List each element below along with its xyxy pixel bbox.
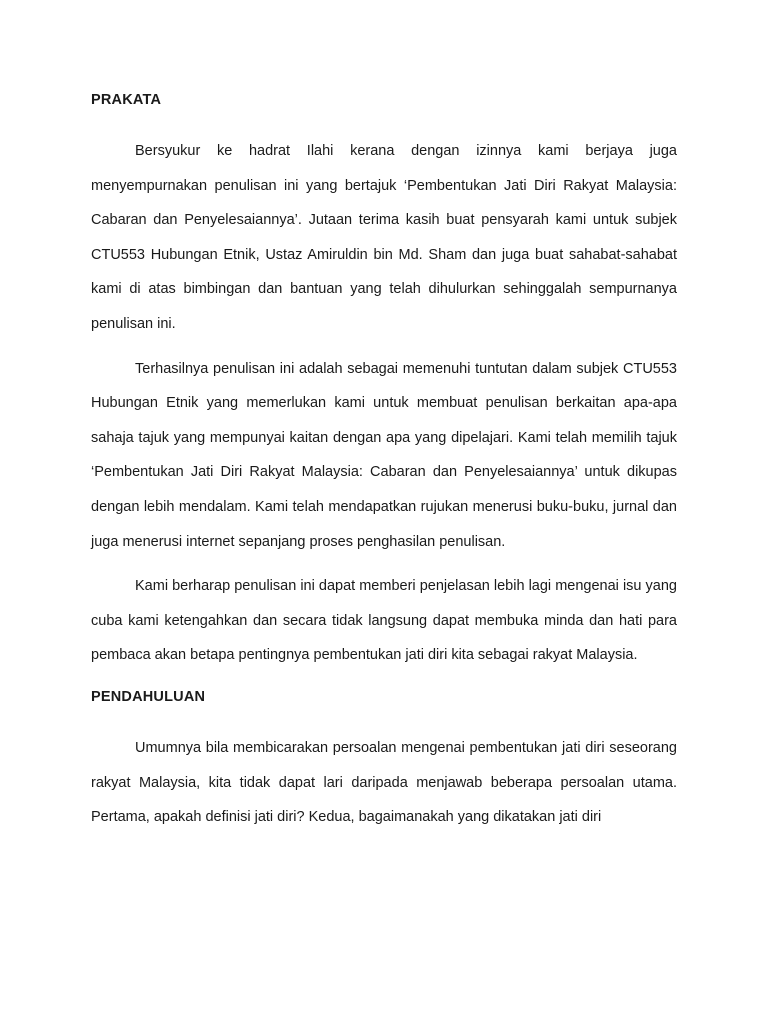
document-body — [91, 88, 677, 835]
paragraph-pendahuluan-1: Umumnya bila membicarakan persoalan mengenai pembentukan jati diri seseorang rakyat Malaysia, kita tidak dapat lari daripada menjawab beberapa persoalan utama. Pertama, apakah definisi jati diri? Kedua, bagaimanakah yang dikatakan jati diri — [91, 739, 677, 826]
paragraph-prakata-3: Kami berharap penulisan ini dapat memberi penjelasan lebih lagi mengenai isu yang cuba kami ketengahkan dan secara tidak langsung dapat membuka minda dan hati para pembaca akan betapa pentingnya pembentukan jati diri kita sebagai rakyat Malaysia. — [91, 578, 677, 664]
section-heading-pendahuluan: PENDAHULUAN — [91, 688, 206, 705]
section-heading-prakata: PRAKATA — [91, 92, 162, 108]
paragraph-prakata-1: Bersyukur ke hadrat Ilahi kerana dengan izinnya kami berjaya juga menyempurnakan penulisan ini yang bertajuk ‘Pembentukan Jati Diri Rakyat Malaysia: Cabaran dan Penyelesaiannya’. Jutaan terima kasih buat pensyarah kami untuk subjek CTU553 Hubungan Etnik, Ustaz Amiruldin bin Md. Sham dan juga buat sahabat-sahabat kami di atas bimbingan dan bantuan yang telah dihulurkan sehinggalah sempurnanya penulisan ini. — [91, 143, 677, 332]
paragraph-prakata-2: Terhasilnya penulisan ini adalah sebagai memenuhi tuntutan dalam subjek CTU553 Hubungan Etnik yang memerlukan kami untuk membuat penulisan berkaitan apa-apa sahaja tajuk yang mempunyai kaitan dengan apa yang dipelajari. Kami telah memilih tajuk ‘Pembentukan Jati Diri Rakyat Malaysia: Cabaran dan Penyelesaiannya’ untuk dikupas dengan lebih mendalam. Kami telah mendapatkan rujukan menerusi buku-buku, jurnal dan juga menerusi internet sepanjang proses penghasilan penulisan. — [91, 360, 677, 550]
